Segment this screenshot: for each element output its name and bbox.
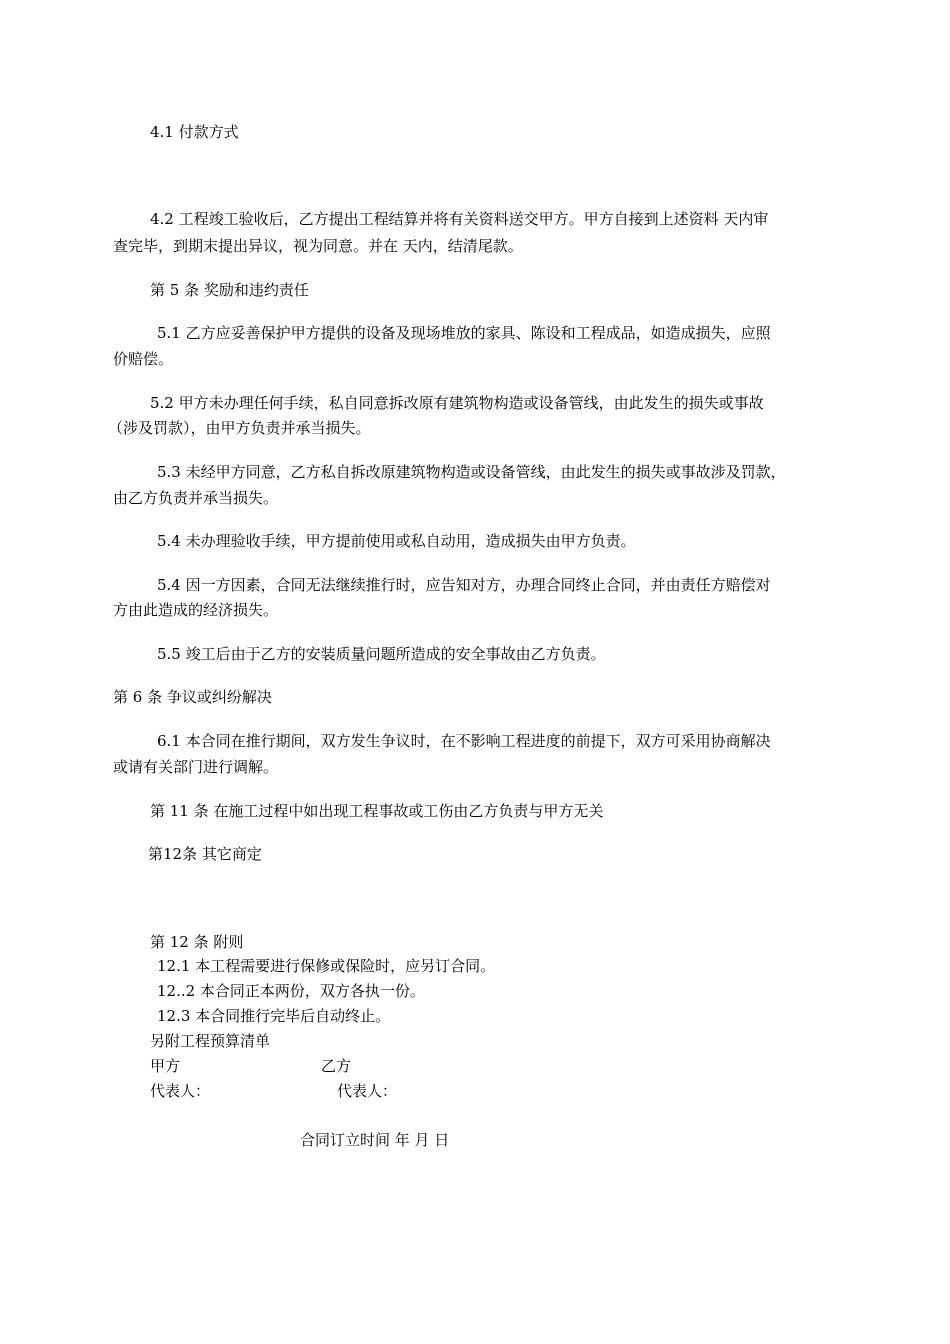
section-4-2-line1: 4.2 工程竣工验收后，乙方提出工程结算并将有关资料送交甲方。甲方自接到上述资料 天内审: [150, 210, 769, 228]
section-5-3-line2: 由乙方负责并承当损失。: [113, 489, 279, 507]
article-12-agreement: 第12条 其它商定: [148, 845, 262, 863]
contract-date-line: 合同订立时间 年 月 日: [300, 1131, 450, 1149]
section-12-3: 12.3 本合同推行完毕后自动终止。: [157, 1007, 391, 1025]
article-5-heading: 第 5 条 奖励和违约责任: [150, 281, 309, 299]
section-5-1-line1: 5.1 乙方应妥善保护甲方提供的设备及现场堆放的家具、陈设和工程成品，如造成损失，应照: [157, 324, 771, 342]
section-6-1-line1: 6.1 本合同在推行期间，双方发生争议时，在不影响工程进度的前提下，双方可采用协商解决: [157, 732, 771, 750]
section-12-2: 12..2 本合同正本两份，双方各执一份。: [157, 982, 425, 1000]
section-4-1: 4.1 付款方式: [150, 123, 239, 141]
section-5-3-line1: 5.3 未经甲方同意，乙方私自拆改原建筑物构造或设备管线，由此发生的损失或事故涉及罚款，: [157, 463, 786, 481]
party-a-label: 甲方: [150, 1057, 181, 1075]
section-5-4b-line2: 方由此造成的经济损失。: [113, 601, 279, 619]
section-5-4: 5.4 未办理验收手续，甲方提前使用或私自动用，造成损失由甲方负责。: [157, 532, 636, 550]
attachment-note: 另附工程预算清单: [150, 1032, 271, 1050]
party-b-representative: 代表人：: [337, 1082, 398, 1100]
section-4-2-line2: 查完毕，到期末提出异议，视为同意。并在 天内，结清尾款。: [113, 237, 523, 255]
section-6-1-line2: 或请有关部门进行调解。: [113, 758, 279, 776]
section-5-2-line2: （涉及罚款），由甲方负责并承当损失。: [108, 419, 371, 437]
article-12-heading: 第 12 条 附则: [150, 933, 244, 951]
article-6-heading: 第 6 条 争议或纠纷解决: [113, 688, 272, 706]
section-5-1-line2: 价赔偿。: [113, 350, 174, 368]
article-11: 第 11 条 在施工过程中如出现工程事故或工伤由乙方负责与甲方无关: [150, 802, 604, 820]
section-5-2-line1: 5.2 甲方未办理任何手续，私自同意拆改原有建筑物构造或设备管线，由此发生的损失或事故: [150, 394, 764, 412]
section-5-5: 5.5 竣工后由于乙方的安装质量问题所造成的安全事故由乙方负责。: [157, 645, 606, 663]
section-5-4b-line1: 5.4 因一方因素，合同无法继续推行时，应告知对方，办理合同终止合同，并由责任方赔偿对: [157, 576, 771, 594]
section-12-1: 12.1 本工程需要进行保修或保险时，应另订合同。: [157, 957, 496, 975]
party-b-label: 乙方: [321, 1057, 352, 1075]
party-a-representative: 代表人：: [150, 1082, 211, 1100]
